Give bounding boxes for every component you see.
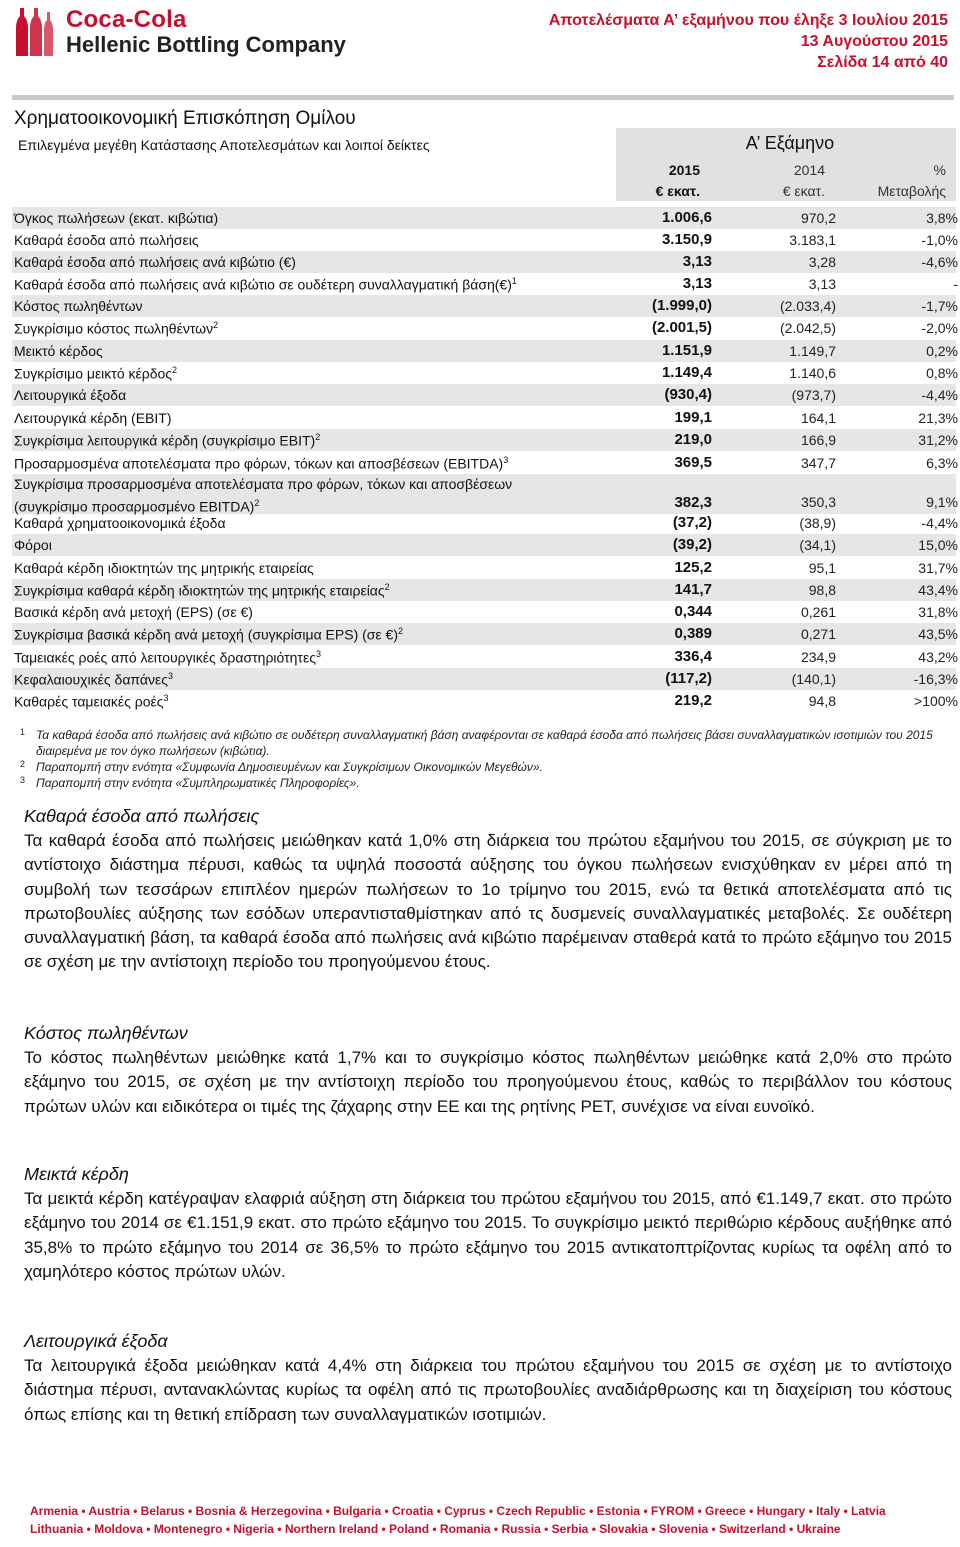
brand-name-line2: Hellenic Bottling Company [66, 32, 346, 57]
report-date: 13 Αυγούστου 2015 [800, 33, 948, 50]
value-2014: 98,8 [808, 582, 836, 598]
value-2015: (930,4) [664, 386, 712, 403]
country-line-2: Lithuania • Moldova • Montenegro • Nigeria • Northern Ireland • Poland • Romania • Russia • Serbia • Slovakia • Slovenia • Switzerland • Ukraine [30, 1522, 841, 1536]
footnote [20, 775, 950, 791]
value-change: -4,6% [921, 254, 958, 270]
country-footer [30, 1502, 930, 1538]
value-change: -1,0% [921, 232, 958, 248]
footnote-ref: 2 [315, 432, 321, 442]
paragraph-body: Τα καθαρά έσοδα από πωλήσεις μειώθηκαν κατά 1,0% στη διάρκεια του πρώτου εξαμήνου του 2015, σε σύγκριση με το αντίστοιχο διάστημα πέρυσι, καθώς τα υψηλά ποσοστά αύξησης του όγκου πωλήσεων ενισχύθηκαν εν μέρει από τη συμβολή των τεσσάρων επιπλέον ημερών πωλήσεων το 1ο τρίμηνο του 2015, ενώ τα θετικά αποτελέσματα από τις πρωτοβουλίες αύξησης των εσόδων υπεραντισταθμίστηκαν από τς δυσμενείς συναλλαγματικές μεταβολές. Σε ουδέτερη συναλλαγματική βάση, τα καθαρά έσοδα από πωλήσεις ανά κιβώτιο παρέμειναν σταθερά κατά το πρώτο εξάμηνο του 2015 σε σχέση με την αντίστοιχη περίοδο του προηγούμενου έτους. [24, 831, 952, 972]
value-2015: (37,2) [672, 514, 712, 531]
row-label: Καθαρά έσοδα από πωλήσεις [14, 232, 199, 248]
report-meta [549, 10, 948, 73]
row-label: Κόστος πωληθέντων [14, 298, 143, 314]
value-2014: 3,28 [808, 254, 836, 270]
period-label: Α’ Εξάμηνο [745, 133, 835, 153]
value-2015: 1.149,4 [661, 364, 712, 381]
footnote-number: 1 [20, 727, 26, 737]
row-label-text: Συγκρίσιμα καθαρά κέρδη ιδιοκτητών της μητρικής εταιρείας [14, 582, 385, 599]
value-2014: 3.183,1 [789, 232, 836, 248]
value-2015: (1.999,0) [651, 297, 712, 314]
row-label-text: Συγκρίσιμα βασικά κέρδη ανά μετοχή (συγκρίσιμα EPS) (σε €) [14, 626, 399, 643]
paragraph-heading: Καθαρά έσοδα από πωλήσεις [24, 806, 260, 826]
value-2015: 125,2 [674, 559, 712, 576]
footnote-ref: 1 [511, 276, 517, 286]
row-label-text: Καθαρά έσοδα από πωλήσεις ανά κιβώτιο σε ουδέτερη συναλλαγματική βάση(€) [14, 276, 512, 293]
row-label [14, 626, 403, 643]
bottle-logo-icon [12, 6, 54, 58]
col-pct-label: Μεταβολής [877, 183, 946, 199]
table-row [12, 362, 956, 384]
row-label [14, 693, 169, 710]
table-row [12, 690, 956, 712]
row-label-text: Κεφαλαιουχικές δαπάνες [14, 671, 168, 688]
col-2014-unit: € εκατ. [782, 183, 825, 199]
footnote-ref: 2 [398, 626, 404, 636]
table-row [12, 557, 956, 579]
section-title: Χρηματοοικονομική Επισκόπηση Ομίλου [14, 108, 356, 129]
value-2014: (38,9) [799, 515, 836, 531]
footnote-text: Παραπομπή στην ενότητα «Συμφωνία Δημοσιευμένων και Συγκρίσιμων Οικονομικών Μεγεθών». [36, 760, 543, 774]
value-change: -1,7% [921, 298, 958, 314]
row-label-text: Συγκρίσιμο κόστος πωληθέντων [14, 320, 214, 337]
value-change: - [953, 276, 958, 292]
value-2015: 0,344 [674, 603, 712, 620]
value-2015: 0,389 [674, 625, 712, 642]
footnote-ref: 3 [167, 671, 173, 681]
row-label: Λειτουργικά κέρδη (EBIT) [14, 410, 172, 426]
value-2014: (973,7) [791, 387, 836, 403]
brand-name-line1: Coca-Cola [66, 6, 187, 33]
value-2015: 219,2 [674, 692, 712, 709]
table-row [12, 317, 956, 339]
table-row [12, 407, 956, 429]
table-row [12, 579, 956, 601]
row-label-text: Συγκρίσιμα προσαρμοσμένα αποτελέσματα προ φόρων, τόκων και αποσβέσεων [14, 476, 513, 492]
value-2014: (34,1) [799, 537, 836, 553]
value-2014: 234,9 [800, 649, 836, 665]
footnote-number: 2 [20, 759, 26, 769]
row-label [14, 475, 512, 517]
footnote-ref: 2 [384, 582, 390, 592]
value-change: 0,8% [926, 365, 958, 381]
row-label-text: Προσαρμοσμένα αποτελέσματα προ φόρων, τόκων και αποσβέσεων (EBITDA) [14, 455, 504, 472]
value-2015: 3.150,9 [661, 231, 712, 248]
value-2014: (2.042,5) [779, 320, 836, 336]
row-label [14, 582, 390, 599]
value-2015: 369,5 [674, 454, 712, 471]
col-2015-unit: € εκατ. [655, 183, 700, 199]
page-header [0, 0, 960, 90]
row-label: Καθαρά κέρδη ιδιοκτητών της μητρικής εταιρείας [14, 560, 314, 576]
value-change: 21,3% [918, 410, 958, 426]
col-2014-year: 2014 [793, 162, 825, 178]
table-row [12, 623, 956, 645]
row-label: Φόροι [14, 537, 52, 553]
report-title: Αποτελέσματα Α’ εξαμήνου που έληξε 3 Ιουλίου 2015 [548, 12, 948, 29]
value-2015: 336,4 [674, 648, 712, 665]
value-2014: 94,8 [808, 693, 836, 709]
row-label [14, 671, 173, 688]
value-change: -4,4% [921, 387, 958, 403]
footnote-ref: 3 [503, 455, 509, 465]
value-change: 31,8% [918, 604, 958, 620]
value-change: 15,0% [918, 537, 958, 553]
paragraph-body: Τα μεικτά κέρδη κατέγραψαν ελαφριά αύξηση στη διάρκεια του πρώτου εξαμήνου του 2015, από €1.149,7 εκατ. στο πρώτο εξάμηνο του 2014 σε €1.151,9 εκατ. στο πρώτο εξάμηνο του 2015. Το συγκρίσιμο μεικτό περιθώριο κέρδους αυξήθηκε από 35,8% το πρώτο εξάμηνο του 2014 σε 36,5% το πρώτο εξάμηνο του 2015 αντικατοπτρίζοντας κυρίως τα οφέλη από το χαμηλότερο κόστος πρώτων υλών. [24, 1189, 952, 1281]
footnote [20, 759, 950, 775]
footnote-ref: 2 [213, 320, 219, 330]
table-row [12, 295, 956, 317]
footnote-ref: 3 [315, 649, 321, 659]
table-row [12, 646, 956, 668]
value-2014: 3,13 [808, 276, 836, 292]
column-pct-header [830, 160, 946, 202]
value-2014: 0,271 [800, 626, 836, 642]
value-2014: (2.033,4) [779, 298, 836, 314]
paragraph-operating-expenses [24, 1331, 952, 1427]
row-label [14, 649, 321, 666]
value-2015: 1.151,9 [661, 342, 712, 359]
value-2015: 141,7 [674, 581, 712, 598]
col-2015-year: 2015 [668, 162, 700, 178]
value-2014: 1.149,7 [789, 343, 836, 359]
value-2014: 166,9 [800, 432, 836, 448]
paragraph-heading: Λειτουργικά έξοδα [24, 1331, 168, 1351]
value-change: 43,5% [918, 626, 958, 642]
value-2015: (2.001,5) [651, 319, 712, 336]
footnotes [20, 727, 950, 791]
paragraph-gross-profit [24, 1164, 952, 1284]
footnote-text: Τα καθαρά έσοδα από πωλήσεις ανά κιβώτιο σε ουδέτερη συναλλαγματική βάση αναφέρονται σε καθαρά έσοδα από πωλήσεις βάσει συναλλαγματικών ισοτιμιών του 2015 διαιρεμένα με τον όγκο πωλήσεων (κιβώτια). [36, 728, 933, 758]
table-row [12, 534, 956, 556]
row-label: Λειτουργικά έξοδα [14, 387, 127, 403]
value-change: 43,2% [918, 649, 958, 665]
row-label [14, 455, 508, 472]
table-row [12, 251, 956, 273]
table-row [12, 474, 956, 514]
value-change: -2,0% [921, 320, 958, 336]
value-change: -4,4% [921, 515, 958, 531]
paragraph-cost-of-goods [24, 1023, 952, 1119]
value-change: -16,3% [913, 671, 958, 687]
value-2014: 347,7 [800, 455, 836, 471]
value-2015: (39,2) [672, 536, 712, 553]
row-label: Βασικά κέρδη ανά μετοχή (EPS) (σε €) [14, 604, 253, 620]
value-change: 6,3% [926, 455, 958, 471]
value-2014: 0,261 [800, 604, 836, 620]
value-2014: 970,2 [800, 210, 836, 226]
value-change: 0,2% [926, 343, 958, 359]
value-2014: 164,1 [800, 410, 836, 426]
table-row [12, 229, 956, 251]
value-2014: (140,1) [791, 671, 836, 687]
value-2014: 350,3 [800, 494, 836, 510]
value-change: 31,7% [918, 560, 958, 576]
value-change: 3,8% [926, 210, 958, 226]
value-change: >100% [914, 693, 958, 709]
paragraph-net-sales [24, 806, 952, 975]
row-label-text: Καθαρές ταμειακές ροές [14, 693, 164, 710]
footnote-ref: 2 [172, 365, 178, 375]
page-number: Σελίδα 14 από 40 [817, 54, 948, 71]
footnote [20, 727, 950, 759]
table-row [12, 452, 956, 474]
row-label [14, 365, 177, 382]
value-2015: 219,0 [674, 431, 712, 448]
value-change: 43,4% [918, 582, 958, 598]
paragraph-body: Το κόστος πωληθέντων μειώθηκε κατά 1,7% και το συγκρίσιμο κόστος πωληθέντων μειώθηκε κατά 2,0% στο πρώτο εξάμηνο του 2015, σε σχέση με την αντίστοιχη περίοδο του προηγούμενου έτους, καθώς το περιβάλλον του κόστους πρώτων υλών και ειδικότερα οι τιμές της ζάχαρης στην ΕΕ και της ρητίνης PET, συνέχισε να είναι ευνοϊκό. [24, 1048, 952, 1116]
row-label: Καθαρά έσοδα από πωλήσεις ανά κιβώτιο (€) [14, 254, 296, 270]
row-label-text: Συγκρίσιμο μεικτό κέρδος [14, 365, 173, 382]
row-label: Μεικτό κέρδος [14, 343, 103, 359]
value-2015: 3,13 [682, 275, 712, 292]
paragraph-heading: Μεικτά κέρδη [24, 1164, 129, 1184]
row-label-text: Συγκρίσιμα λειτουργικά κέρδη (συγκρίσιμο EBIT) [14, 432, 316, 449]
value-2014: 1.140,6 [789, 365, 836, 381]
table-row [12, 512, 956, 534]
column-2015-header [620, 160, 700, 202]
value-change: 9,1% [926, 494, 958, 510]
paragraph-body: Τα λειτουργικά έξοδα μειώθηκαν κατά 4,4% στη διάρκεια του πρώτου εξαμήνου του 2015 σε σχέση με το αντίστοιχο διάστημα πέρυσι, αντανακλώντας κυρίως τα οφέλη από τις πρωτοβουλίες αναδιάρθρωσης και τη διαχείριση του κόστους όπως επίσης και τη θετική επίδραση των συναλλαγματικών ισοτιμιών. [24, 1356, 952, 1424]
table-row [12, 429, 956, 451]
value-2014: 95,1 [808, 560, 836, 576]
row-label: Καθαρά χρηματοοικονομικά έξοδα [14, 515, 226, 531]
table-row [12, 601, 956, 623]
value-2015: 3,13 [682, 253, 712, 270]
table-row [12, 340, 956, 362]
column-2014-header [745, 160, 825, 202]
value-2015: 1.006,6 [661, 209, 712, 226]
row-label [14, 432, 320, 449]
value-2015: 199,1 [674, 409, 712, 426]
table-row [12, 384, 956, 406]
table-row [12, 207, 956, 229]
section-subtitle: Επιλεγμένα μεγέθη Κατάστασης Αποτελεσμάτων και λοιποί δείκτες [18, 137, 430, 153]
value-2015: (117,2) [665, 670, 712, 687]
row-label [14, 320, 218, 337]
header-divider [12, 95, 954, 100]
value-change: 31,2% [918, 432, 958, 448]
value-2015: 382,3 [674, 494, 712, 511]
row-label [14, 276, 517, 293]
footnote-ref: 3 [163, 693, 169, 703]
row-label-text: Ταμειακές ροές από λειτουργικές δραστηριότητες [14, 649, 316, 666]
footnote-number: 3 [20, 775, 26, 785]
paragraph-heading: Κόστος πωληθέντων [24, 1023, 188, 1043]
table-row [12, 668, 956, 690]
table-row [12, 273, 956, 295]
row-label-text-2: (συγκρίσιμο προσαρμοσμένο EBITDA) [14, 498, 255, 515]
footnote-ref: 2 [254, 498, 260, 508]
footnote-text: Παραπομπή στην ενότητα «Συμπληρωματικές Πληροφορίες». [36, 776, 360, 790]
col-pct-symbol: % [933, 162, 946, 178]
country-line-1: Armenia • Austria • Belarus • Bosnia & Herzegovina • Bulgaria • Croatia • Cyprus • Czech Republic • Estonia • FYROM • Greece • Hungary • Italy • Latvia [30, 1504, 886, 1518]
row-label: Όγκος πωλήσεων (εκατ. κιβώτια) [14, 210, 219, 226]
